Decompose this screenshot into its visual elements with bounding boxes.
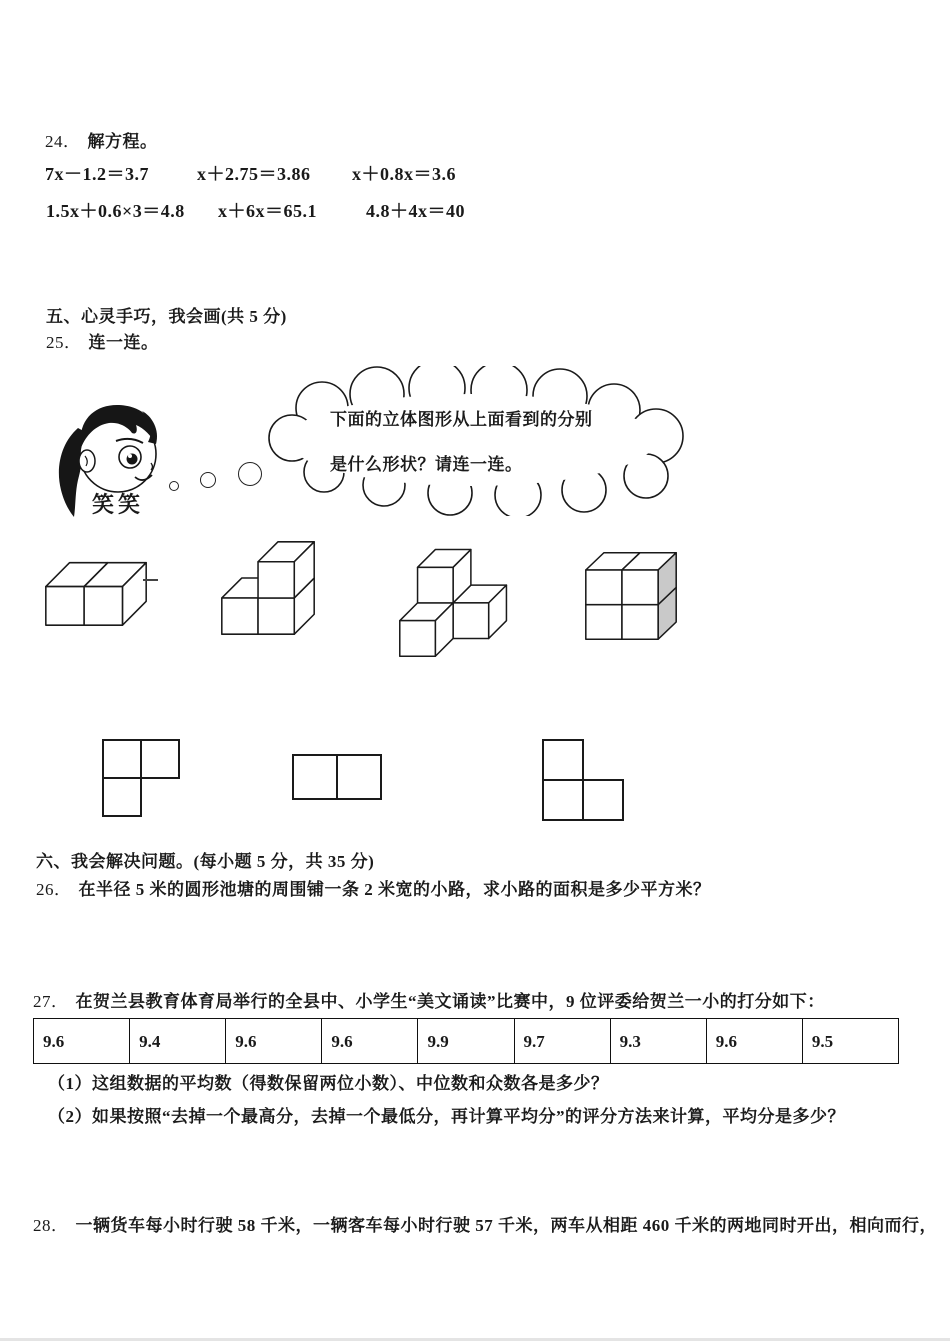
score-cell: 9.4 <box>130 1019 226 1064</box>
score-cell: 9.6 <box>706 1019 802 1064</box>
section6-title: 六、我会解决问题。(每小题 5 分，共 35 分) <box>36 852 375 871</box>
equation: x＋0.8x＝3.6 <box>352 164 456 184</box>
score-cell: 9.5 <box>802 1019 898 1064</box>
q28-body: 一辆货车每小时行驶 58 千米，一辆客车每小时行驶 57 千米，两车从相距 460 千米的两地同时开出，相向而行， <box>75 1216 937 1235</box>
page-bottom-rule <box>0 1338 950 1341</box>
q27-number: 27． <box>33 992 69 1011</box>
girl-pupil <box>127 454 138 465</box>
stray-mark <box>143 579 158 581</box>
q25-title: 连一连。 <box>88 333 159 352</box>
cube-figure-l-block <box>220 540 316 636</box>
q27-sub1: （1）这组数据的平均数（得数保留两位小数）、中位数和众数各是多少？ <box>48 1074 609 1093</box>
thought-dot-small <box>169 481 179 491</box>
q27-body: 在贺兰县教育体育局举行的全县中、小学生“美文诵读”比赛中，9 位评委给贺兰一小的打分如下： <box>75 992 825 1011</box>
answer-shape-corner-top <box>101 738 181 818</box>
q25-number: 25． <box>46 333 82 352</box>
equation: 1.5x＋0.6×3＝4.8 <box>46 201 185 221</box>
cube-figure-two-block <box>44 559 148 627</box>
score-cell: 9.7 <box>514 1019 610 1064</box>
girl-name-label: 笑笑 <box>92 492 145 517</box>
q24-title: 解方程。 <box>87 132 158 151</box>
q27-text <box>33 987 825 1012</box>
score-cell: 9.6 <box>34 1019 130 1064</box>
section5-title: 五、心灵手巧，我会画(共 5 分) <box>46 307 287 326</box>
girl-eye-highlight <box>128 454 132 458</box>
q24-number: 24． <box>45 132 81 151</box>
cube-figure-square-block <box>584 551 678 641</box>
q27-sub2: （2）如果按照“去掉一个最高分，去掉一个最低分，再计算平均分”的评分方法来计算，平均分是多少？ <box>48 1107 845 1126</box>
score-row <box>34 1019 899 1064</box>
answer-shape-rectangle <box>291 753 383 803</box>
score-cell: 9.3 <box>610 1019 706 1064</box>
answer-shape-corner-bottom <box>541 738 625 822</box>
equation: x＋2.75＝3.86 <box>197 164 311 184</box>
thought-dot-medium <box>200 472 216 488</box>
score-cell: 9.6 <box>322 1019 418 1064</box>
q25-heading <box>46 328 159 353</box>
bubble-line2: 是什么形状？请连一连。 <box>330 455 523 474</box>
equation: 4.8＋4x＝40 <box>366 201 465 221</box>
q26-text <box>36 875 711 900</box>
thought-cloud <box>252 366 692 516</box>
cube-figure-zigzag-block <box>398 546 510 658</box>
score-table <box>33 1018 899 1064</box>
q26-number: 26． <box>36 880 72 899</box>
score-cell: 9.6 <box>226 1019 322 1064</box>
q26-body: 在半径 5 米的圆形池塘的周围铺一条 2 米宽的小路，求小路的面积是多少平方米？ <box>78 880 711 899</box>
q28-number: 28． <box>33 1216 69 1235</box>
score-cell: 9.9 <box>418 1019 514 1064</box>
bubble-line1: 下面的立体图形从上面看到的分别 <box>330 410 593 429</box>
equation: x＋6x＝65.1 <box>218 201 317 221</box>
q24-heading <box>45 127 158 152</box>
q28-text <box>33 1211 937 1236</box>
equation: 7x－1.2＝3.7 <box>45 164 149 184</box>
